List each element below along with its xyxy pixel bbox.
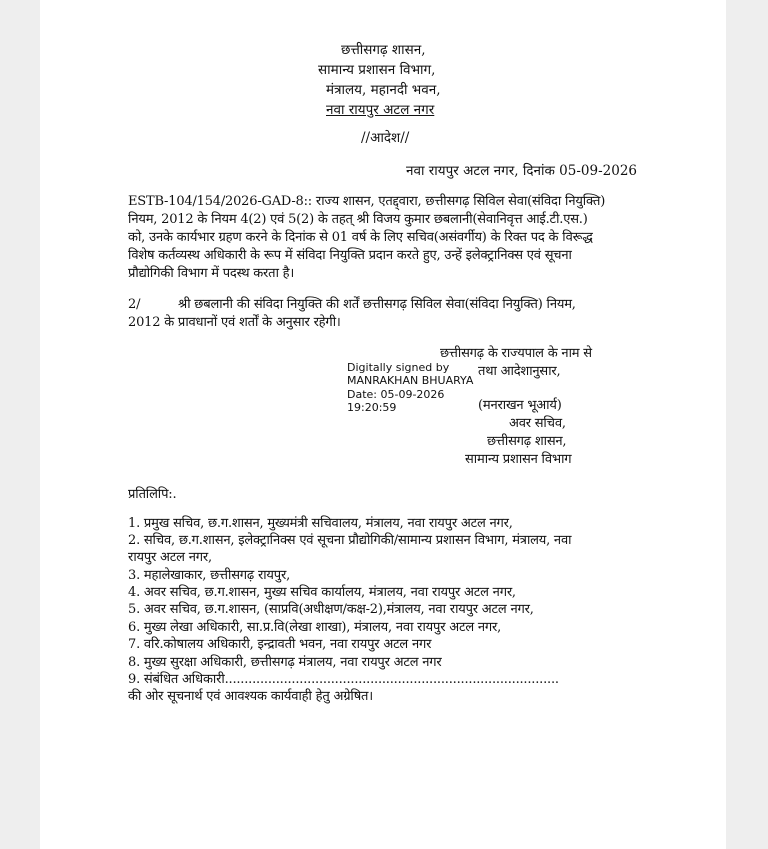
copy-list-item: 3. महालेखाकार, छत्तीसगढ़ रायपुर, xyxy=(128,568,291,583)
digital-signature-line: MANRAKHAN BHUARYA xyxy=(347,374,474,387)
digital-signature-line: Date: 05-09-2026 xyxy=(347,388,445,401)
copy-list-item: 8. मुख्य सुरक्षा अधिकारी, छत्तीसगढ़ मंत्रालय, नवा रायपुर अटल नगर xyxy=(128,655,442,670)
copy-list-item: 6. मुख्य लेखा अधिकारी, सा.प्र.वि(लेखा शाखा), मंत्रालय, नवा रायपुर अटल नगर, xyxy=(128,620,502,635)
digital-signature-line: 19:20:59 xyxy=(347,401,397,414)
copy-list-item: 5. अवर सचिव, छ.ग.शासन, (साप्रवि(अधीक्षण/कक्ष-2),मंत्रालय, नवा रायपुर अटल नगर, xyxy=(128,602,534,617)
header-line-city: नवा रायपुर अटल नगर xyxy=(326,102,435,118)
para1-line: नियम, 2012 के नियम 4(2) एवं 5(2) के तहत् श्री विजय कुमार छबलानी(सेवानिवृत्त आई.टी.एस.) xyxy=(128,212,588,227)
signature-order-line: तथा आदेशानुसार, xyxy=(478,364,561,379)
para1-line: को, उनके कार्यभार ग्रहण करने के दिनांक से 01 वर्ष के लिए सचिव(असंवर्गीय) के रिक्त पद के विरूद्ध xyxy=(128,230,593,245)
copy-list-item: 1. प्रमुख सचिव, छ.ग.शासन, मुख्यमंत्री सचिवालय, मंत्रालय, नवा रायपुर अटल नगर, xyxy=(128,516,513,531)
header-line-department: सामान्य प्रशासन विभाग, xyxy=(318,62,436,78)
para1-line: प्रौद्योगिकी विभाग में पदस्थ करता है। xyxy=(128,266,295,281)
copy-list-footer: की ओर सूचनार्थ एवं आवश्यक कार्यवाही हेतु अग्रेषित। xyxy=(128,689,373,704)
signatory-name: (मनराखन भूआर्य) xyxy=(478,398,562,413)
date-line: नवा रायपुर अटल नगर, दिनांक 05-09-2026 xyxy=(406,163,638,179)
signatory-designation: अवर सचिव, xyxy=(509,416,566,431)
copy-list-item: 7. वरि.कोषालय अधिकारी, इन्द्रावती भवन, नवा रायपुर अटल नगर xyxy=(128,637,432,652)
copy-list-item: 2. सचिव, छ.ग.शासन, इलेक्ट्रानिक्स एवं सूचना प्रौद्योगिकी/सामान्य प्रशासन विभाग, मंत्रालय, नवा xyxy=(128,533,572,548)
para1-line: विशेष कर्तव्यस्थ अधिकारी के रूप में संविदा नियुक्ति प्रदान करते हुए, उन्हें इलेक्ट्रानिक्स एवं सूचना xyxy=(128,248,572,263)
para2-line: 2012 के प्रावधानों एवं शर्तों के अनुसार रहेगी। xyxy=(128,315,341,330)
signature-governor-line: छत्तीसगढ़ के राज्यपाल के नाम से xyxy=(440,346,592,361)
document-page xyxy=(40,0,726,849)
signatory-office: छत्तीसगढ़ शासन, xyxy=(487,434,567,449)
copy-title: प्रतिलिपि:. xyxy=(128,487,177,502)
para1-line: ESTB-104/154/2026-GAD-8:: राज्य शासन, एतद्द्वारा, छत्तीसगढ़ सिविल सेवा(संविदा नियुक्ति) xyxy=(128,194,606,209)
digital-signature-line: Digitally signed by xyxy=(347,361,450,374)
copy-list-item: 4. अवर सचिव, छ.ग.शासन, मुख्य सचिव कार्यालय, मंत्रालय, नवा रायपुर अटल नगर, xyxy=(128,585,516,600)
copy-list-item: रायपुर अटल नगर, xyxy=(128,550,212,565)
para2-line: श्री छबलानी की संविदा नियुक्ति की शर्तें छत्तीसगढ़ सिविल सेवा(संविदा नियुक्ति) नियम, xyxy=(178,297,576,312)
header-line-government: छत्तीसगढ़ शासन, xyxy=(341,42,426,58)
para2-number: 2/ xyxy=(128,297,141,312)
signatory-department: सामान्य प्रशासन विभाग xyxy=(465,452,572,467)
copy-list-item: 9. संबंधित अधिकारी..................................................................................... xyxy=(128,672,559,687)
header-line-building: मंत्रालय, महानदी भवन, xyxy=(326,82,441,98)
order-title: //आदेश// xyxy=(361,130,410,146)
